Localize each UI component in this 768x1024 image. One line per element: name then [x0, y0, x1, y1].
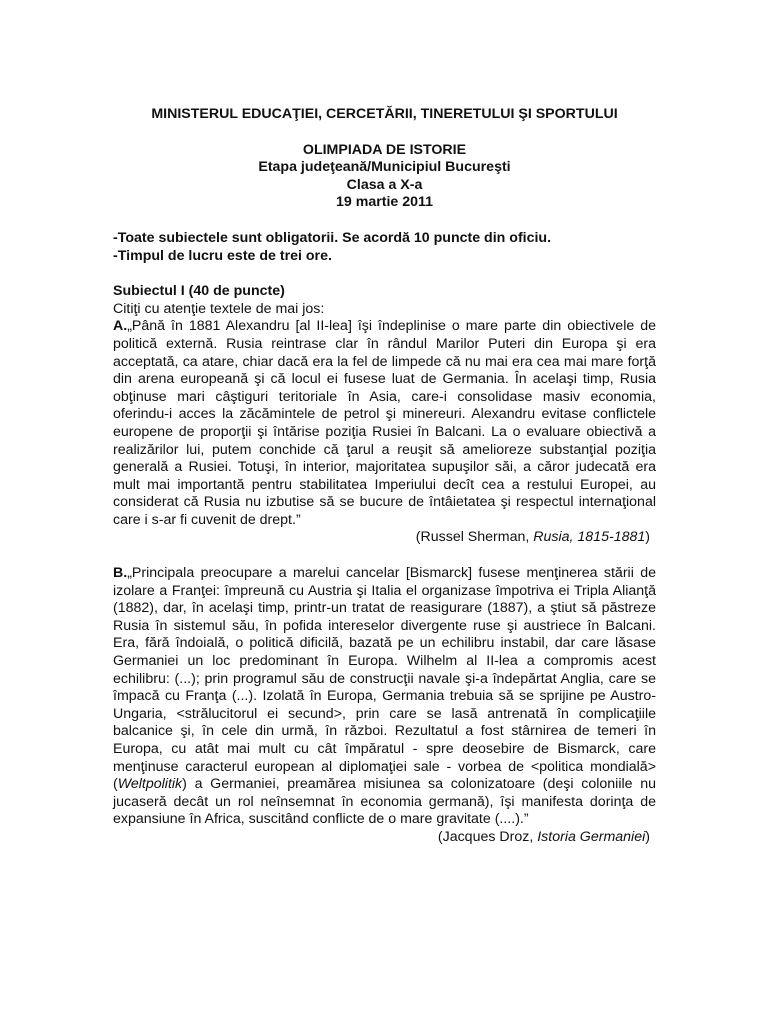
text-b-body-part-1: „Principala preocupare a marelui cancelar [Bismarck] fusese menţinerea stării de izolare a Franţei: împreună cu Austria şi Italia el organizase împotriva ei Tripla Alianţă (1882), dar, în acelaşi timp, printr-un tratat de reasigurare (1887), a ştiut să păstreze Rusia în sistemul său, în pofida intereselor divergente ruse şi austriece în Balcani. Era, fără îndoială, o politică dificilă, bazată pe un echilibru instabil, dar care lăsase Germaniei un loc predominant în Europa. Wilhelm al II-lea a compromis acest echilibru: (...); prin programul său de construcţii navale şi-a îndepărtat Anglia, care se împacă cu Franţa (...). Izolată în Europa, Germania trebuia să se sprijine pe Austro-Ungaria, <strălucitorul ei secund>, prin care se lasă antrenată în complicaţiile balcanice şi, în cele din urmă, în război. Rezultatul a fost stârnirea de temeri în Europa, cu atât mai mult cu cât împăratul - spre deosebire de Bismarck, care menţinuse caracterul european al diplomaţiei sale - vorbea de <politica mondială> (	[113, 565, 656, 793]
text-a-source	[113, 529, 656, 547]
text-b-label: B.	[113, 565, 128, 582]
grade-line: Clasa a X-a	[346, 176, 423, 193]
text-a-source-end: )	[645, 529, 650, 546]
paragraph-gap	[113, 547, 656, 565]
olympiad-title: OLIMPIADA DE ISTORIE	[302, 141, 467, 158]
exam-rules	[113, 230, 656, 265]
text-b-source-author: (Jacques Droz,	[437, 828, 538, 845]
subject-title: Subiectul I (40 de puncte)	[113, 283, 285, 300]
text-b-source	[113, 829, 656, 847]
text-b-source-end: )	[645, 828, 650, 845]
rule-line: -Toate subiectele sunt obligatorii. Se acordă 10 puncte din oficiu.	[113, 229, 552, 246]
rule-line: -Timpul de lucru este de trei ore.	[113, 247, 332, 264]
text-a-source-author: (Russel Sherman,	[415, 529, 534, 546]
text-b-body-italic: Weltpolitik	[117, 776, 183, 793]
subject-intro: Citiţi cu atenţie textele de mai jos:	[113, 300, 325, 317]
text-b-paragraph	[113, 565, 656, 829]
ministry-title: MINISTERUL EDUCAŢIEI, CERCETĂRII, TINERETULUI ŞI SPORTULUI	[151, 106, 618, 122]
text-a-body: „Până în 1881 Alexandru [al II-lea] îşi îndeplinise o mare parte din obiectivele de politică externă. Rusia reintrase clar în rândul Marilor Puteri din Europa şi era acceptată, ca atare, chiar dacă era la fel de limpede că nu mai era cea mai mare forţă din arena europeană şi că locul ei fusese luat de Germania. În acelaşi timp, Rusia obţinuse mari câştiguri teritoriale în Asia, care-i consolidase masiv economia, oferindu-i acces la zăcămintele de petrol şi minereuri. Alexandru evitase conflictele europene de proporţii şi întărise poziţia Rusiei în Balcani. La o evaluare obiectivă a realizărilor lui, putem conchide că ţarul a reuşit să amelioreze substanţial poziţia generală a Rusiei. Totuşi, în interior, majoritatea supuşilor săi, a căror judecată era mult mai importantă pentru stabilitatea Imperiului decît cea a restului Europei, au considerat că Rusia nu izbutise să se bucure de întâietatea şi respectul internaţional care i s-ar fi cuvenit de drept.”	[113, 318, 656, 528]
stage-line: Etapa judeţeană/Municipiul Bucureşti	[258, 159, 511, 176]
text-b-body-part-2: ) a Germaniei, preamărea misiunea sa colonizatoare (deşi coloniile nu jucaseră decât un rol neînsemnat în economia germană), îşi manifesta dorinţa de expansiune în Africa, suscitând conflicte de o mare gravitate (....).”	[113, 776, 656, 828]
text-a-source-title: Rusia, 1815-1881	[533, 529, 646, 546]
date-line: 19 martie 2011	[335, 194, 434, 211]
text-b-source-title: Istoria Germaniei	[537, 828, 646, 845]
document-header	[113, 106, 656, 212]
text-a-label: A.	[113, 318, 128, 335]
text-a-paragraph	[113, 318, 656, 529]
